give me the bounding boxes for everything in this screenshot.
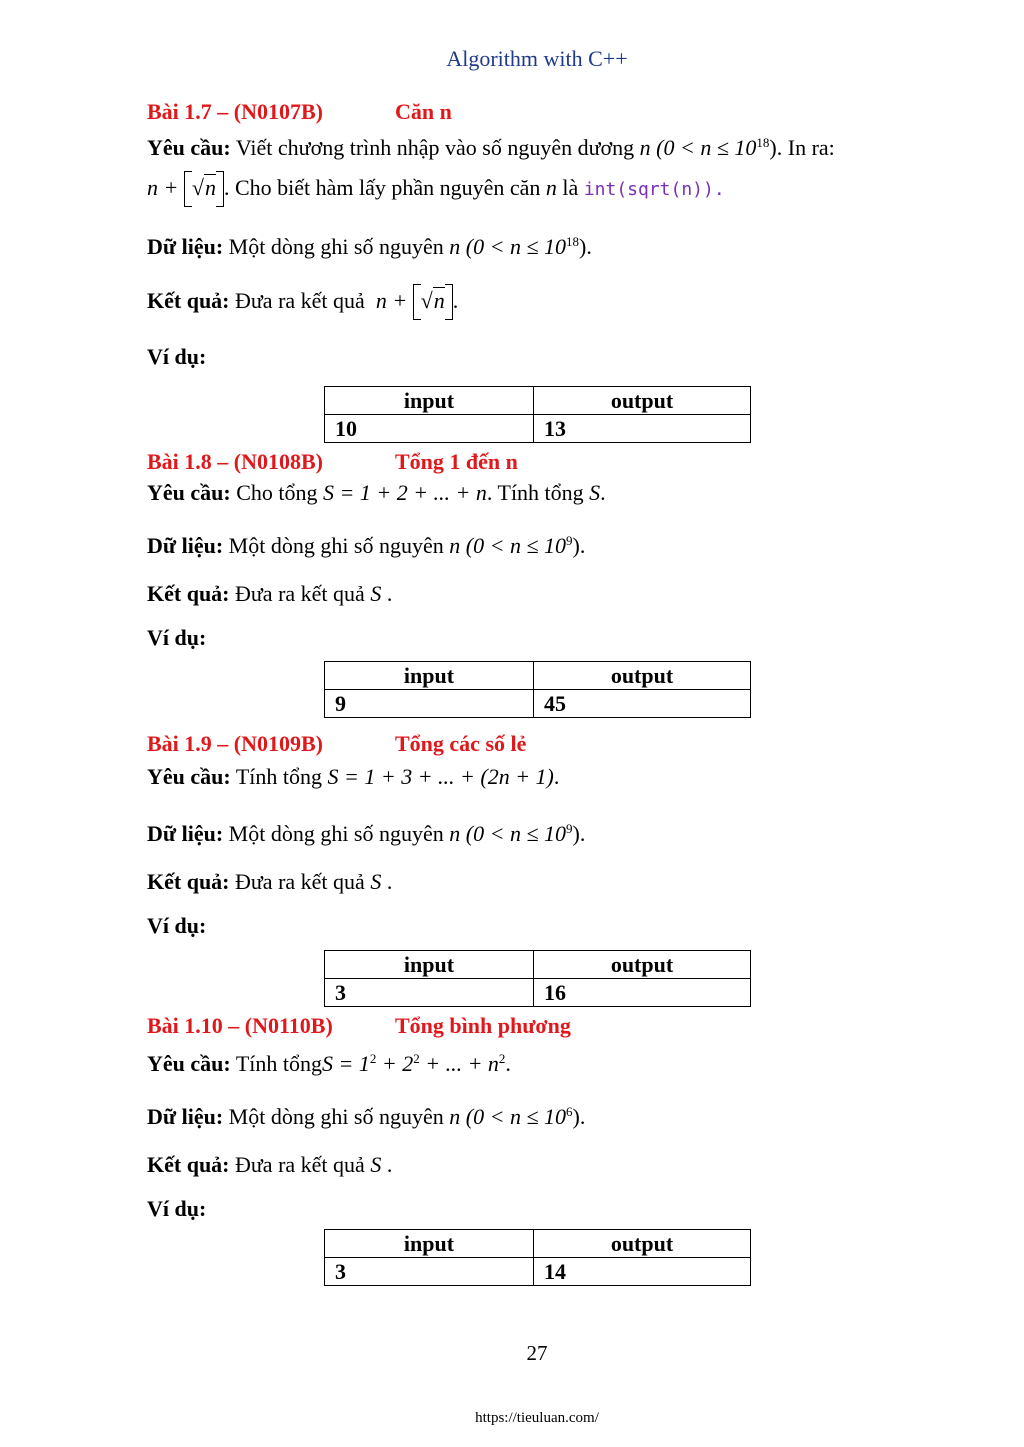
- problem-name: Căn n: [395, 99, 452, 124]
- var-n: n: [545, 175, 557, 200]
- table-header-row: [325, 951, 751, 979]
- output-value: 45: [534, 690, 751, 718]
- example-label: Ví dụ:: [147, 913, 207, 938]
- result-end: .: [386, 1152, 393, 1177]
- problem-number: Bài 1.10 – (N0110B): [147, 1013, 333, 1038]
- data-label: Dữ liệu:: [147, 821, 224, 846]
- data-exponent: 9: [566, 821, 573, 836]
- requirement-end: .: [553, 764, 560, 789]
- formula-n: n: [204, 175, 216, 200]
- example-label: Ví dụ:: [147, 344, 207, 369]
- input-header: input: [325, 1230, 534, 1258]
- square-1: 2: [369, 1051, 377, 1066]
- result-line: [147, 1150, 927, 1180]
- data-condition: n (0 < n ≤ 10: [449, 821, 567, 846]
- result-s: S: [370, 869, 382, 894]
- example-table-1-8: [324, 661, 751, 718]
- data-line: [147, 526, 927, 561]
- example-label: Ví dụ:: [147, 1196, 207, 1221]
- problem-name: Tổng các số lẻ: [395, 731, 527, 756]
- problem-1-8: [147, 448, 927, 653]
- problem-title: [147, 1012, 927, 1040]
- requirement-after: . Tính tổng: [486, 480, 584, 505]
- data-condition: n (0 < n ≤ 10: [449, 234, 567, 259]
- data-text: Một dòng ghi số nguyên: [228, 821, 444, 846]
- data-condition: n (0 < n ≤ 10: [449, 533, 567, 558]
- output-header: output: [534, 662, 751, 690]
- data-label: Dữ liệu:: [147, 234, 224, 259]
- input-value: 3: [325, 979, 534, 1007]
- input-header: input: [325, 662, 534, 690]
- result-label: Kết quả:: [147, 1152, 230, 1177]
- formula-part-2: + 2: [376, 1051, 414, 1076]
- example-table-1-7: [324, 386, 751, 443]
- data-text: Một dòng ghi số nguyên: [228, 234, 444, 259]
- requirement-line: [147, 1044, 927, 1079]
- problem-title: [147, 98, 927, 126]
- result-floor-bracket: √n: [413, 286, 453, 316]
- running-header: Algorithm with C++: [446, 46, 628, 71]
- result-text: Đưa ra kết quả: [235, 581, 365, 606]
- example-label: Ví dụ:: [147, 625, 207, 650]
- input-value: 10: [325, 415, 534, 443]
- square-3: 2: [498, 1051, 506, 1066]
- data-exponent: 18: [566, 234, 580, 249]
- data-exponent: 6: [566, 1104, 573, 1119]
- output-value: 13: [534, 415, 751, 443]
- result-end: .: [386, 869, 393, 894]
- requirement-exponent: 18: [756, 135, 770, 150]
- result-n-plus: n +: [375, 288, 408, 313]
- requirement-formula: S = 1 + 2 + ... + n: [323, 480, 487, 505]
- requirement-label: Yêu cầu:: [147, 1051, 231, 1076]
- problem-1-7: [147, 98, 927, 372]
- result-line: [147, 867, 927, 897]
- code-snippet: int(sqrt(n)).: [583, 179, 725, 200]
- data-text: Một dòng ghi số nguyên: [228, 533, 444, 558]
- requirement-label: Yêu cầu:: [147, 135, 231, 160]
- problem-1-9: [147, 730, 927, 941]
- data-line: [147, 227, 927, 262]
- table-row: [325, 690, 751, 718]
- requirement-s: S: [589, 480, 601, 505]
- output-value: 14: [534, 1258, 751, 1286]
- table-row: [325, 1258, 751, 1286]
- table-row: [325, 979, 751, 1007]
- formula-part-3: + ... + n: [419, 1051, 499, 1076]
- table-header-row: [325, 387, 751, 415]
- problem-title: [147, 448, 927, 476]
- result-text: Đưa ra kết quả: [235, 288, 365, 313]
- result-label: Kết quả:: [147, 581, 230, 606]
- table-row: [325, 415, 751, 443]
- input-value: 3: [325, 1258, 534, 1286]
- requirement-after: ). In ra:: [769, 135, 835, 160]
- requirement-label: Yêu cầu:: [147, 480, 231, 505]
- requirement-line-2: [147, 173, 927, 205]
- input-header: input: [325, 387, 534, 415]
- output-value: 16: [534, 979, 751, 1007]
- table-header-row: [325, 662, 751, 690]
- problem-title: [147, 730, 927, 758]
- data-condition: n (0 < n ≤ 10: [449, 1104, 567, 1129]
- floor-bracket: √n: [184, 173, 224, 203]
- data-label: Dữ liệu:: [147, 533, 224, 558]
- example-table-1-9: [324, 950, 751, 1007]
- result-label: Kết quả:: [147, 288, 230, 313]
- requirement-line: [147, 128, 927, 163]
- result-text: Đưa ra kết quả: [235, 1152, 365, 1177]
- data-after: ).: [572, 533, 586, 558]
- data-exponent: 9: [566, 533, 573, 548]
- problem-number: Bài 1.7 – (N0107B): [147, 99, 323, 124]
- result-line: Kết quả: Đưa ra kết quả n + √n .: [147, 286, 927, 316]
- problem-name: Tổng bình phương: [395, 1013, 571, 1038]
- problem-name: Tổng 1 đến n: [395, 449, 518, 474]
- requirement-end: .: [600, 480, 606, 505]
- requirement-condition: n (0 < n ≤ 10: [639, 135, 757, 160]
- requirement-text: Viết chương trình nhập vào số nguyên dương: [235, 135, 635, 160]
- data-line: [147, 1097, 927, 1132]
- output-header: output: [534, 1230, 751, 1258]
- data-after: ).: [572, 821, 586, 846]
- problem-number: Bài 1.8 – (N0108B): [147, 449, 323, 474]
- result-n: n: [433, 288, 445, 313]
- requirement-text-2: . Cho biết hàm lấy phần nguyên căn: [223, 175, 541, 200]
- requirement-formula: S = 1 + 3 + ... + (2n + 1): [327, 764, 554, 789]
- input-value: 9: [325, 690, 534, 718]
- result-label: Kết quả:: [147, 869, 230, 894]
- data-line: [147, 814, 927, 849]
- problem-number: Bài 1.9 – (N0109B): [147, 731, 323, 756]
- data-label: Dữ liệu:: [147, 1104, 224, 1129]
- problem-1-10: [147, 1012, 927, 1224]
- data-after: ).: [572, 1104, 586, 1129]
- data-text: Một dòng ghi số nguyên: [228, 1104, 444, 1129]
- requirement-end: .: [505, 1051, 511, 1076]
- example-table-1-10: [324, 1229, 751, 1286]
- la-text: là: [562, 175, 579, 200]
- input-header: input: [325, 951, 534, 979]
- formula-part-1: S = 1: [322, 1051, 370, 1076]
- output-header: output: [534, 951, 751, 979]
- data-after: ).: [579, 234, 592, 259]
- footer-url: https://tieuluan.com/: [475, 1410, 599, 1426]
- requirement-text: Tính tổng: [235, 764, 322, 789]
- requirement-line: [147, 478, 927, 508]
- requirement-text: Tính tổng: [235, 1051, 322, 1076]
- result-line: [147, 579, 927, 609]
- result-s: S: [370, 581, 382, 606]
- formula-n-plus: n +: [147, 175, 179, 200]
- result-end: .: [386, 581, 393, 606]
- page-number: 27: [526, 1341, 548, 1365]
- requirement-text: Cho tổng: [236, 480, 318, 505]
- result-text: Đưa ra kết quả: [235, 869, 365, 894]
- square-2: 2: [413, 1051, 420, 1066]
- requirement-line: [147, 762, 927, 792]
- requirement-label: Yêu cầu:: [147, 764, 231, 789]
- output-header: output: [534, 387, 751, 415]
- result-s: S: [370, 1152, 382, 1177]
- table-header-row: [325, 1230, 751, 1258]
